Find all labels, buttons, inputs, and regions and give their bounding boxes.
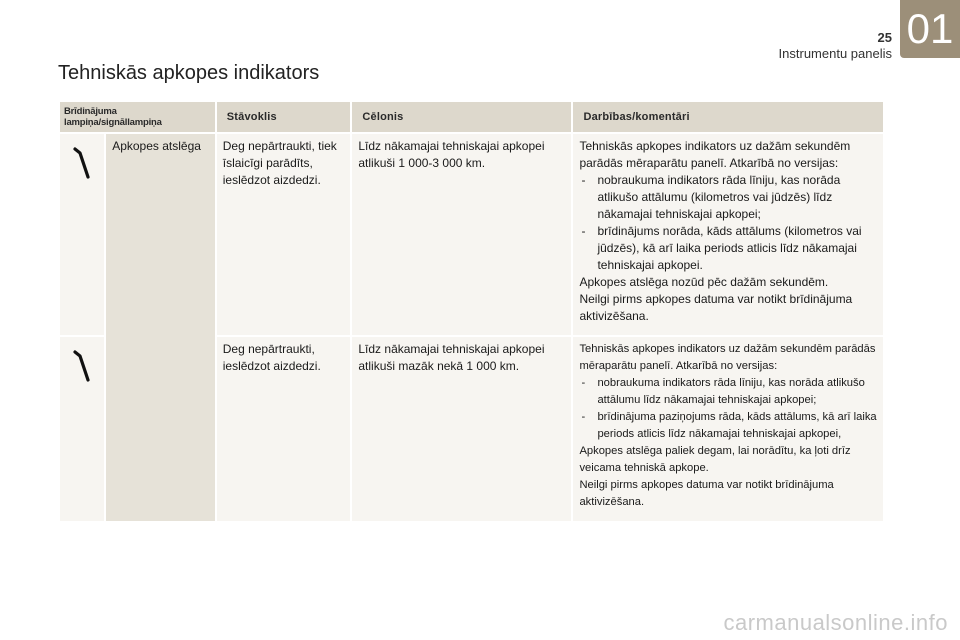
watermark: carmanualsonline.info [723, 610, 948, 635]
actions-cell [573, 337, 883, 521]
actions-outro: Apkopes atslēga paliek degam, lai norādītu, ka ļoti drīz veicama tehniskā apkope. [579, 445, 851, 474]
state-cell: Deg nepārtraukti, tiek īslaicīgi parādīts, ieslēdzot aizdedzi. [217, 134, 351, 335]
icon-cell [60, 134, 104, 335]
actions-outro: Neilgi pirms apkopes datuma var notikt brīdinājuma aktivizēšana. [579, 292, 853, 323]
column-header-actions: Darbības/komentāri [573, 102, 883, 132]
indicator-table [58, 100, 885, 523]
section-title: Instrumentu panelis [778, 46, 892, 61]
column-header-lamp: Brīdinājuma lampiņa/signāllampiņa [60, 102, 215, 132]
lamp-name: Apkopes atslēga [106, 134, 215, 521]
table-header-row [60, 102, 883, 132]
page-title: Tehniskās apkopes indikators [58, 62, 320, 84]
state-cell: Deg nepārtraukti, ieslēdzot aizdedzi. [217, 337, 351, 521]
column-header-cause: Cēlonis [352, 102, 571, 132]
wrench-icon [71, 144, 93, 180]
actions-outro: Apkopes atslēga nozūd pēc dažām sekundēm. [579, 275, 829, 289]
actions-list [579, 172, 877, 274]
cause-cell: Līdz nākamajai tehniskajai apkopei atlikuši 1 000-3 000 km. [352, 134, 571, 335]
icon-cell [60, 337, 104, 521]
list-item: - nobraukuma indikators rāda līniju, kas norāda atlikušo attālumu līdz nākamajai tehniskajai apkopei; [579, 375, 877, 409]
table-row [60, 134, 883, 335]
chapter-tab: 01 [900, 0, 960, 58]
page-number: 25 [877, 30, 892, 45]
actions-cell [573, 134, 883, 335]
actions-outro: Neilgi pirms apkopes datuma var notikt brīdinājuma aktivizēšana. [579, 479, 834, 508]
actions-intro: Tehniskās apkopes indikators uz dažām sekundēm parādās mēraparātu panelī. Atkarībā no versijas: [579, 139, 851, 170]
actions-intro: Tehniskās apkopes indikators uz dažām sekundēm parādās mēraparātu panelī. Atkarībā no versijas: [579, 343, 876, 372]
list-item: - brīdinājuma paziņojums rāda, kāds attālums, kā arī laika periods atlicis līdz nākamajai tehniskajai apkopei, [579, 409, 877, 443]
wrench-icon [71, 347, 93, 383]
list-item: - brīdinājums norāda, kāds attālums (kilometros vai jūdzēs), kā arī laika periods atlicis līdz nākamajai tehniskajai apkopei. [579, 223, 877, 274]
list-item: - nobraukuma indikators rāda līniju, kas norāda atlikušo attālumu (kilometros vai jūdzēs) līdz nākamajai tehniskajai apkopei; [579, 172, 877, 223]
actions-list [579, 375, 877, 443]
column-header-state: Stāvoklis [217, 102, 351, 132]
cause-cell: Līdz nākamajai tehniskajai apkopei atlikuši mazāk nekā 1 000 km. [352, 337, 571, 521]
